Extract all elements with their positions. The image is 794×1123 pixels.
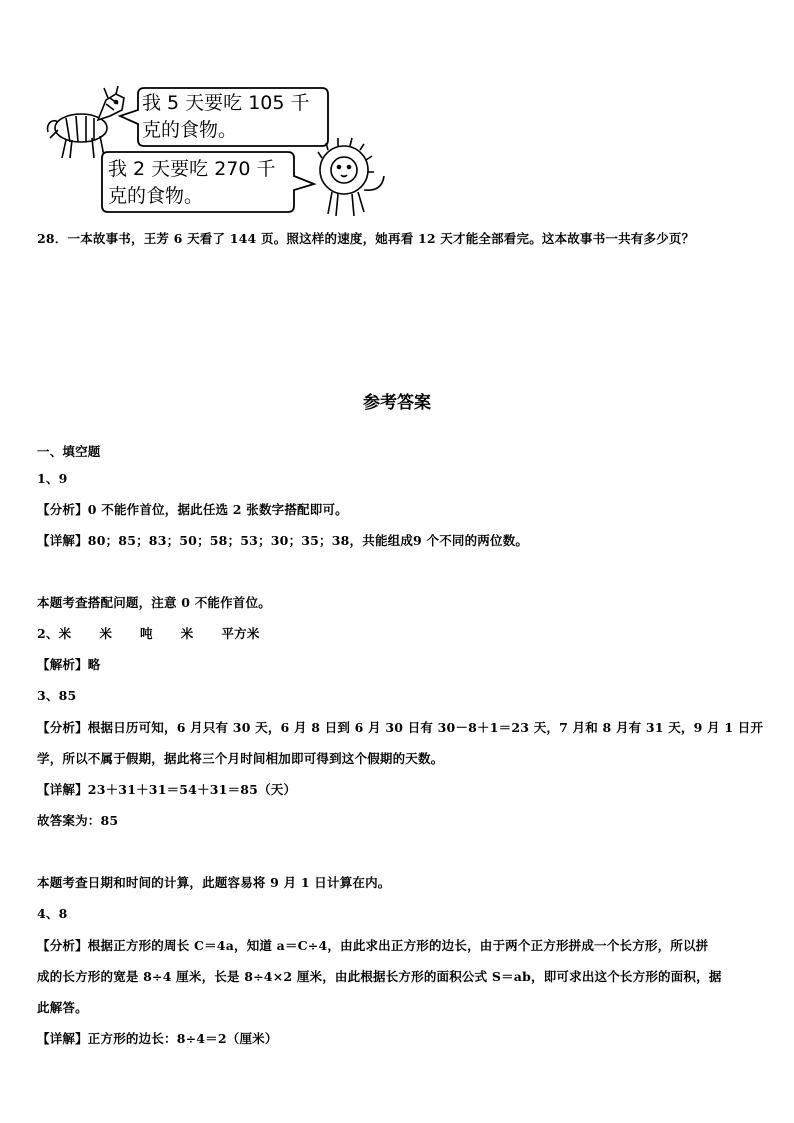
answer-3-result: 故答案为：85: [37, 813, 119, 828]
answer-2-number: 2、: [37, 626, 59, 641]
unit-2: 米: [99, 626, 113, 641]
unit-4: 米: [180, 626, 194, 641]
answer-2-units: [37, 624, 288, 642]
unit-3: 吨: [140, 626, 153, 641]
answer-4-analysis-line-1: 【分析】根据正方形的周长 C＝4a，知道 a＝C÷4，由此求出正方形的边长，由于两个正方形拼成一个长方形，所以拼: [37, 938, 709, 953]
zebra-bubble-line-2: 克的食物。: [142, 119, 238, 141]
answer-1-analysis: 【分析】0 不能作首位，据此任选 2 张数字搭配即可。: [37, 502, 348, 517]
answer-3-analysis-line-1: 【分析】根据日历可知，6 月只有 30 天，6 月 8 日到 6 月 30 日有 30－8＋1＝23 天，7 月和 8 月有 31 天，9 月 1 日开: [37, 720, 764, 735]
answer-4-number: 4、8: [37, 906, 68, 921]
question-28: 28．一本故事书，王芳 6 天看了 144 页。照这样的速度，她再看 12 天才能全部看完。这本故事书一共有多少页？: [37, 231, 695, 246]
zebra-bubble-line-1: 我 5 天要吃 105 千: [142, 92, 310, 114]
answer-4-detail: 【详解】正方形的边长：8÷4＝2（厘米）: [37, 1031, 278, 1046]
unit-5: 平方米: [221, 626, 260, 641]
answer-3-detail: 【详解】23＋31＋31＝54＋31＝85（天）: [37, 782, 297, 797]
answer-1-detail: 【详解】80；85；83；50；58；53；30；35；38，共能组成9 个不同的两位数。: [37, 533, 529, 548]
answer-title: 参考答案: [363, 393, 431, 413]
answer-2-parse: 【解析】略: [37, 657, 101, 672]
unit-1: 米: [58, 626, 72, 641]
answer-3-analysis-line-2: 学，所以不属于假期，据此将三个月时间相加即可得到这个假期的天数。: [37, 751, 444, 766]
answer-1-number: 1、9: [37, 471, 68, 486]
zebra-icon: [48, 86, 124, 158]
lion-icon: [318, 138, 384, 216]
answer-3-number: 3、85: [37, 688, 77, 703]
answer-4-analysis-line-3: 此解答。: [37, 1000, 88, 1015]
answer-3-note: 本题考查日期和时间的计算，此题容易将 9 月 1 日计算在内。: [37, 875, 391, 890]
section-heading: 一、填空题: [37, 444, 101, 459]
lion-bubble-line-2: 克的食物。: [108, 185, 204, 207]
lion-bubble-line-1: 我 2 天要吃 270 千: [108, 158, 276, 180]
answer-1-note: 本题考查搭配问题，注意 0 不能作首位。: [37, 595, 271, 610]
answer-4-analysis-line-2: 成的长方形的宽是 8÷4 厘米，长是 8÷4×2 厘米，由此根据长方形的面积公式 S＝ab，即可求出这个长方形的面积，据: [37, 969, 722, 984]
